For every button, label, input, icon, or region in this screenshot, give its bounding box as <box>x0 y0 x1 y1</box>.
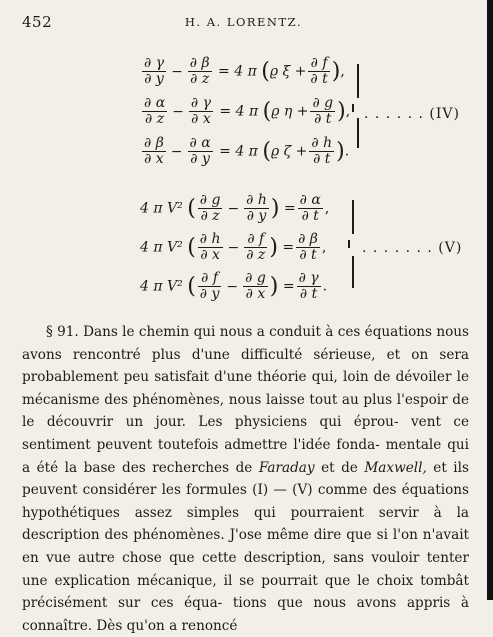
name-maxwell: Maxwell, <box>364 459 427 476</box>
brace-lower <box>357 118 359 148</box>
equation-label-IV: . . . . . . (IV) <box>364 106 460 122</box>
equation-row: 4 π V² ( $\frac{\partial f}{\partial y}$ − $\frac{\partial g}{\partial x}$ ) = $\frac{\partial \gamma}{\partial t}$ . <box>140 270 328 302</box>
page-header <box>0 13 487 33</box>
running-head: H. A. LORENTZ. <box>184 15 303 29</box>
name-faraday: Faraday <box>258 459 315 476</box>
brace-tip <box>348 240 350 248</box>
brace-upper <box>352 200 354 234</box>
body-paragraph: § 91. Dans le chemin qui nous a conduit à ces équations nous avons rencontré plus d'une difficulté sérieuse, et on sera probablement peu satisfait d'une théorie qui, loin de dévoiler le mécanisme des phénomènes, nous laisse tout au plus l'espoir de le découvrir un jour. Les physiciens qui éprou- vent ce sentiment peuvent toutefois admettre l'idée fonda- mentale qui a été la base des recherches de Faraday et de Maxwell, et ils peuvent considérer les formules (I) — (V) comme des équations hypothétiques assez simples qui pourraient servir à la description des phénomènes. J'ose même dire que si l'on n'avait en vue autre chose que cette description, sans vouloir tenter une explication mécanique, il se pourrait que le choix tombât précisément sur ces équa- tions que nous avons appris à connaître. Dès qu'on a renoncé <box>22 324 470 634</box>
equation-row: $\frac{\partial \beta}{\partial x}$ − $\frac{\partial \alpha}{\partial y}$ = 4 π (ϱ ζ + $\frac{\partial h}{\partial t}$ ). <box>144 135 350 167</box>
brace-lower <box>352 256 354 288</box>
page-number: 452 <box>22 13 53 31</box>
brace-upper <box>357 64 359 98</box>
equation-row: $\frac{\partial \gamma}{\partial y}$ − $\frac{\partial \beta}{\partial z}$ = 4 π (ϱ ξ + $\frac{\partial f}{\partial t}$ ), <box>144 55 345 87</box>
equation-row: $\frac{\partial \alpha}{\partial z}$ − $\frac{\partial \gamma}{\partial x}$ = 4 π (ϱ η + $\frac{\partial g}{\partial t}$ ), <box>144 95 351 127</box>
equation-row: 4 π V² ( $\frac{\partial h}{\partial x}$ − $\frac{\partial f}{\partial z}$ ) = $\frac{\partial \beta}{\partial t}$ , <box>140 231 327 263</box>
equation-label-V: . . . . . . . (V) <box>362 240 463 256</box>
equation-row: 4 π V² ( $\frac{\partial g}{\partial z}$ − $\frac{\partial h}{\partial y}$ ) = $\frac{\partial \alpha}{\partial t}$ , <box>140 192 330 224</box>
brace-tip <box>352 104 354 112</box>
page-edge-shadow <box>487 0 493 600</box>
